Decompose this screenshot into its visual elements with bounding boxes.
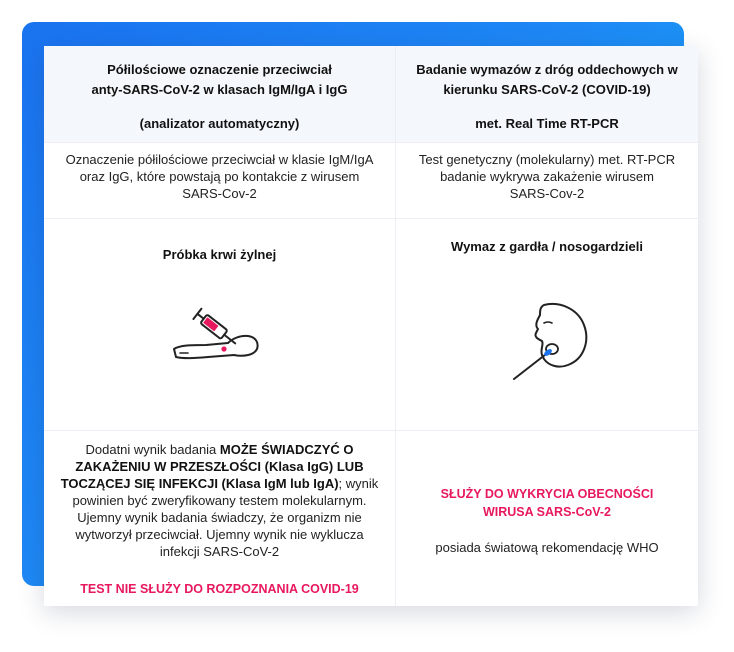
throat-swab-icon (508, 299, 598, 383)
left-result-bold: MOŻE ŚWIADCZYĆ O ZAKAŻENIU W PRZESZŁOŚCI (Klasa IgG) LUB TOCZĄCEJ SIĘ INFEKCJI (Klasa IgM lub IgA) (60, 442, 364, 491)
left-header-sub: (analizator automatyczny) (139, 116, 300, 131)
left-desc-line3: SARS-Cov-2 (182, 186, 257, 201)
right-result-highlight-line1: SŁUŻY DO WYKRYCIA OBECNOŚCI (440, 487, 654, 501)
right-description (396, 143, 698, 219)
right-header-line1: Badanie wymazów z dróg oddechowych w (416, 62, 678, 77)
left-desc-line2: oraz IgG, które powstają po kontakcie z wirusem (79, 169, 360, 184)
right-desc-line2: badanie wykrywa zakażenie wirusem (440, 169, 654, 184)
comparison-table (44, 46, 698, 606)
right-header-line2: kierunku SARS-CoV-2 (COVID-19) (443, 82, 651, 97)
left-result-intro: Dodatni wynik badania (85, 442, 220, 457)
right-sample (396, 219, 698, 431)
right-header-sub: met. Real Time RT-PCR (475, 116, 619, 131)
right-sample-title: Wymaz z gardła / nosogardzieli (451, 239, 643, 254)
left-sample (44, 219, 396, 431)
right-result-note: posiada światową rekomendację WHO (435, 540, 659, 555)
left-description (44, 143, 396, 219)
left-warning: TEST NIE SŁUŻY DO ROZPOZNANIA COVID-19 (80, 582, 359, 596)
left-result (44, 431, 396, 606)
left-result-text (58, 441, 381, 560)
left-desc-line1: Oznaczenie półilościowe przeciwciał w klasie IgM/IgA (65, 152, 374, 167)
right-header (396, 46, 698, 143)
right-desc-line3: SARS-Cov-2 (509, 186, 585, 201)
left-header-line2: anty-SARS-CoV-2 w klasach IgM/IgA i IgG (91, 82, 348, 97)
right-result (396, 431, 698, 606)
left-sample-title: Próbka krwi żylnej (162, 247, 277, 262)
right-result-highlight-line2: WIRUSA SARS-CoV-2 (482, 505, 611, 519)
left-result-rest: ; wynik powinien być zweryfikowany testem molekularnym. Ujemny wynik badania świadczy, że organizm nie wytworzył przeciwciał. Ujemny wynik nie wyklucza infekcji SARS-CoV-2 (72, 476, 379, 559)
right-desc-line1: Test genetyczny (molekularny) met. RT-PCR (418, 152, 676, 167)
left-header (44, 46, 396, 143)
blood-draw-arm-icon (170, 305, 270, 365)
left-header-line1: Półilościowe oznaczenie przeciwciał (107, 62, 332, 77)
